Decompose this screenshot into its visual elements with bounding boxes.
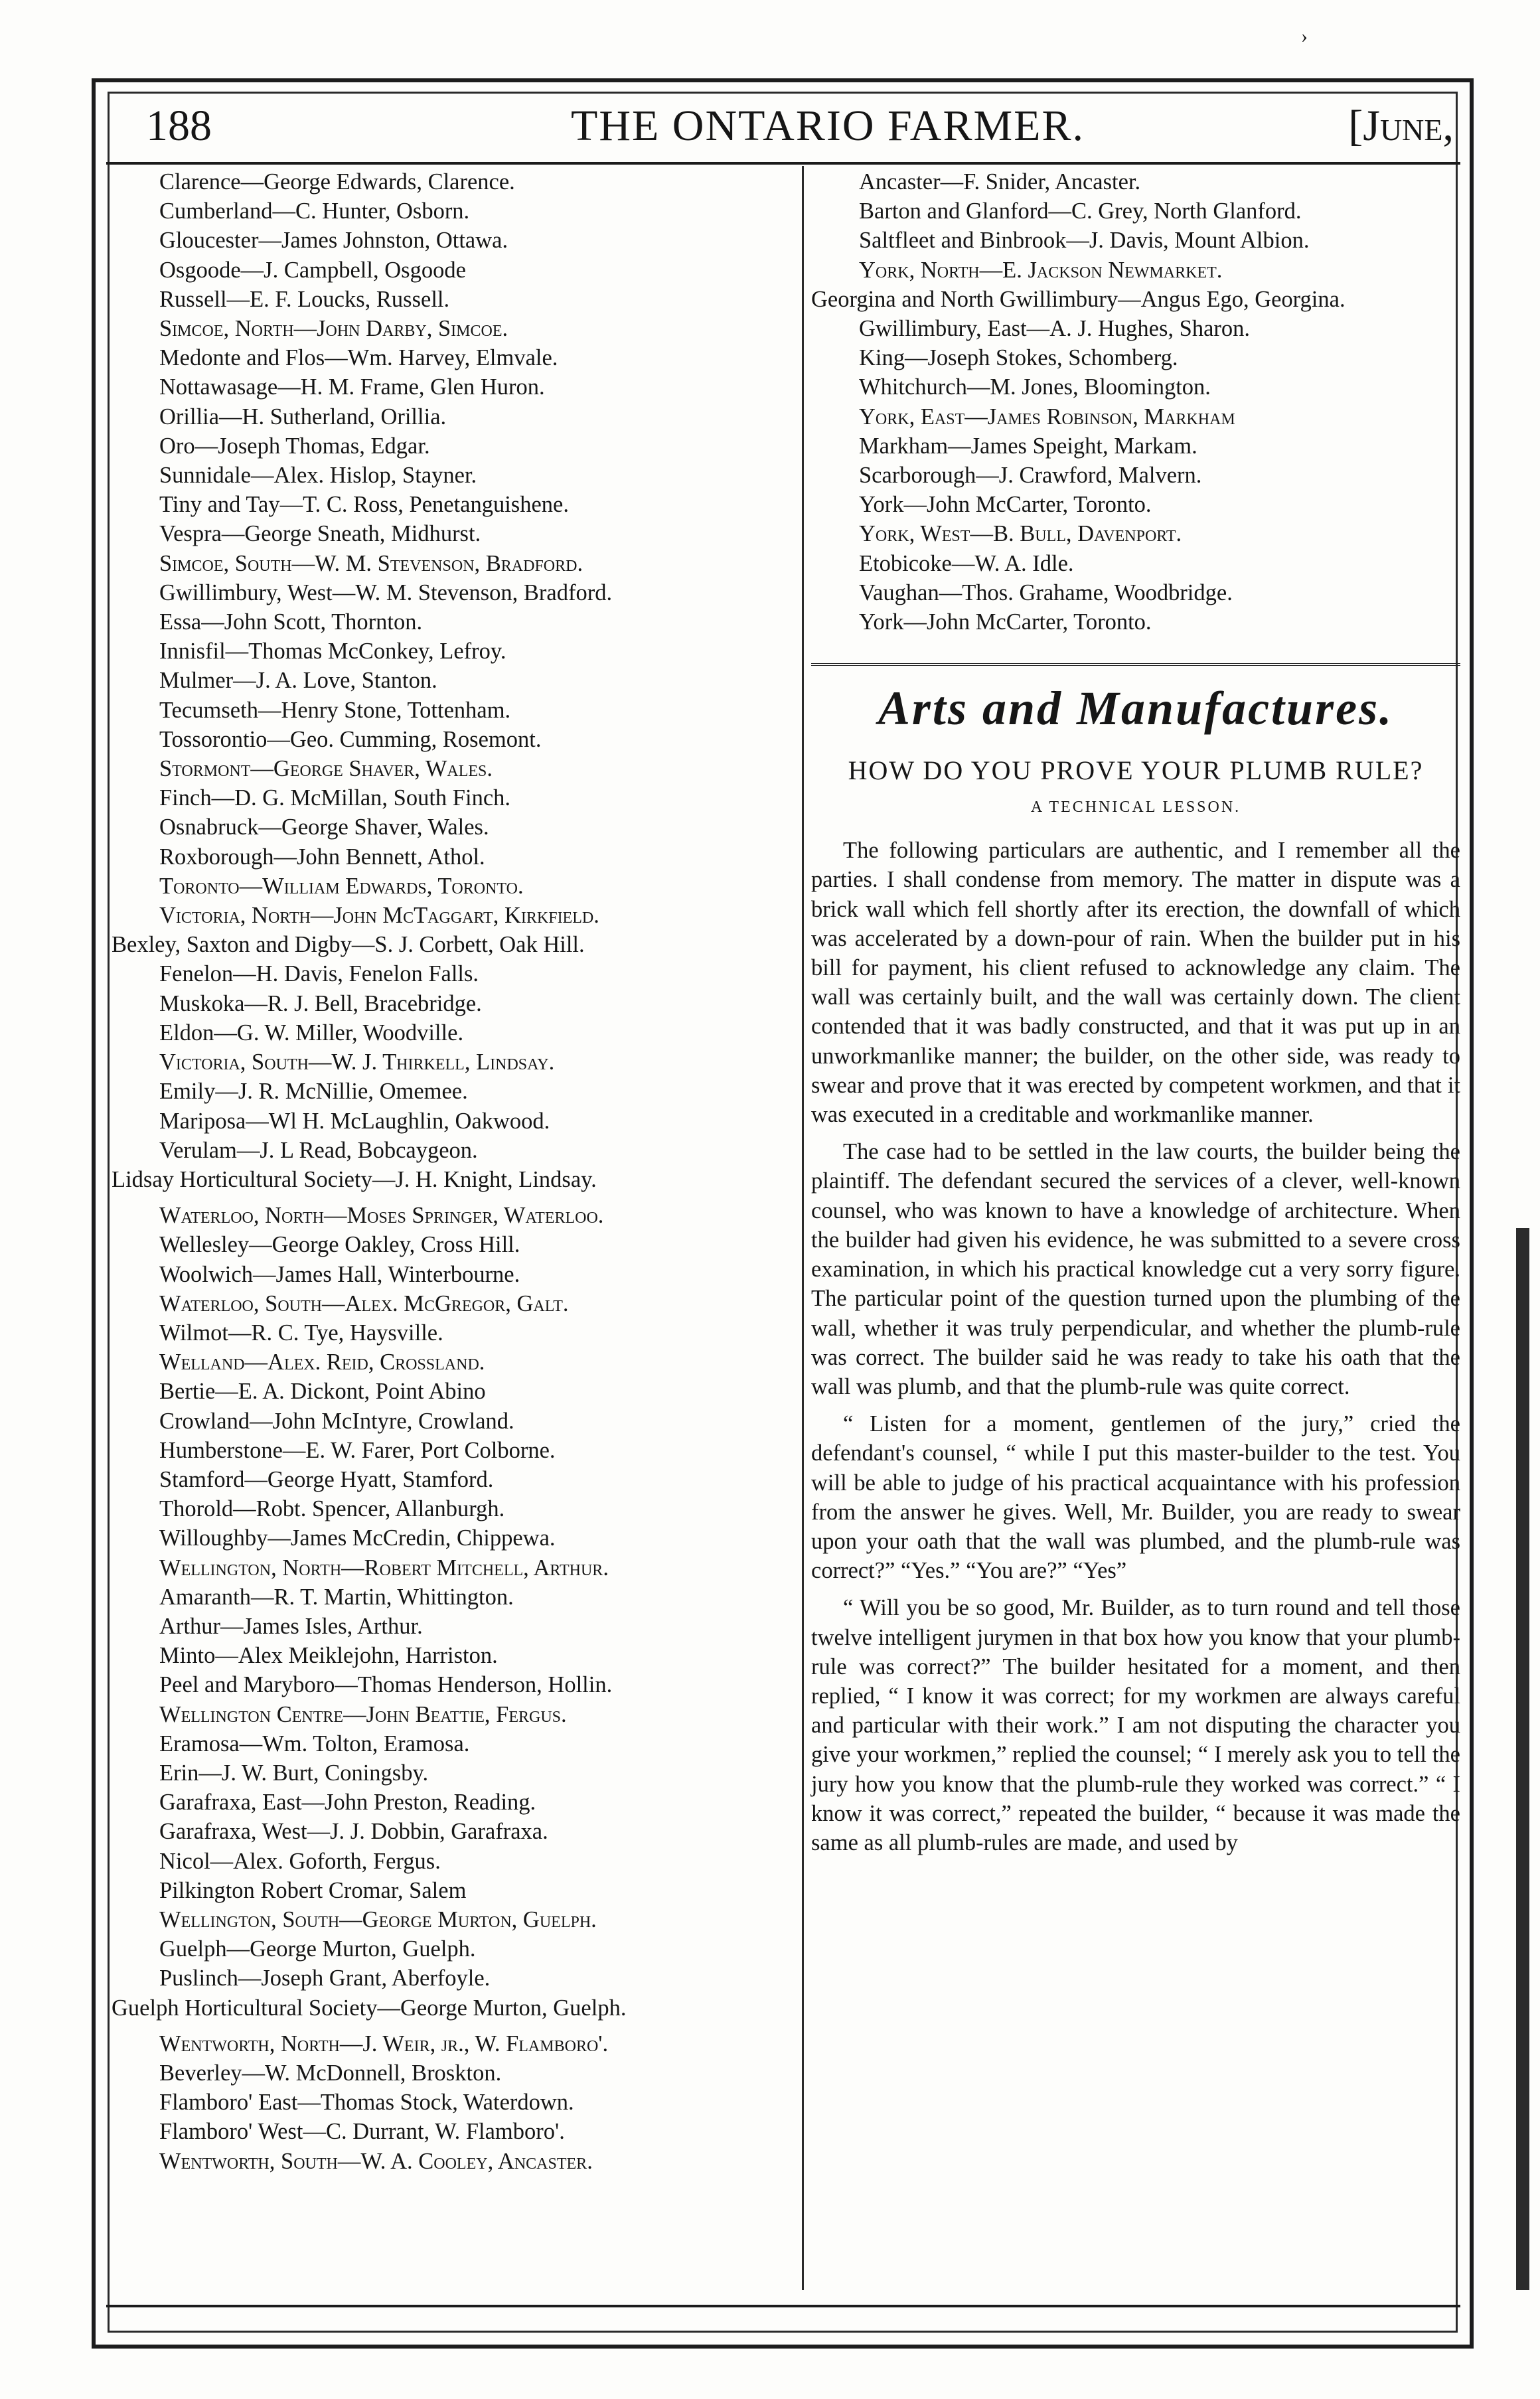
directory-entry: Verulam—J. L Read, Bobcaygeon. bbox=[159, 1137, 478, 1163]
directory-entry: Finch—D. G. McMillan, South Finch. bbox=[159, 785, 511, 811]
section-rule bbox=[811, 663, 1460, 666]
directory-entry: Georgina and North Gwillimbury—Angus Ego, Georgina. bbox=[811, 286, 1346, 312]
directory-entry: Gwillimbury, East—A. J. Hughes, Sharon. bbox=[859, 316, 1251, 342]
directory-entry: Lidsay Horticultural Society—J. H. Knight, Lindsay. bbox=[112, 1166, 597, 1192]
directory-entry: Stormont—George Shaver, Wales. bbox=[159, 756, 493, 782]
directory-entry: Crowland—John McIntyre, Crowland. bbox=[159, 1408, 514, 1434]
directory-entry: Arthur—James Isles, Arthur. bbox=[159, 1613, 423, 1639]
directory-entry: Eldon—G. W. Miller, Woodville. bbox=[159, 1020, 464, 1045]
directory-entry: Nottawasage—H. M. Frame, Glen Huron. bbox=[159, 374, 545, 400]
directory-entry: Mulmer—J. A. Love, Stanton. bbox=[159, 668, 437, 694]
article-paragraph: The following particulars are authentic, and I remember all the parties. I shall condense from memory. The matter in dispute was a brick wall which fell shortly after its erection, the downfall of which was accelerated by a down-pour of rain. When the builder put in his bill for payment, his client refused to acknowledge any claim. The wall was certainly built, and the wall was certainly down. The client contended that it was badly constructed, and that it was put up in an unworkmanlike manner; the builder, on the other side, was ready to swear and prove that it was erected by competent workmen, and that it was executed in a creditable and workmanlike manner. bbox=[811, 838, 1460, 1128]
right-column bbox=[811, 167, 1460, 1865]
directory-entry: Fenelon—H. Davis, Fenelon Falls. bbox=[159, 961, 479, 987]
bottom-rule bbox=[106, 2305, 1460, 2307]
directory-entry: Garafraxa, East—John Preston, Reading. bbox=[159, 1790, 536, 1816]
directory-entry: King—Joseph Stokes, Schomberg. bbox=[859, 345, 1178, 371]
directory-entry: Peel and Maryboro—Thomas Henderson, Hollin. bbox=[159, 1672, 613, 1698]
directory-entry: Humberstone—E. W. Farer, Port Colborne. bbox=[159, 1437, 556, 1463]
directory-entry: Saltfleet and Binbrook—J. Davis, Mount Albion. bbox=[859, 228, 1310, 254]
directory-entry: Victoria, North—John McTaggart, Kirkfield. bbox=[159, 903, 599, 929]
directory-entry: Mariposa—Wl H. McLaughlin, Oakwood. bbox=[159, 1108, 550, 1134]
directory-entry: Clarence—George Edwards, Clarence. bbox=[159, 169, 515, 194]
directory-entry: Welland—Alex. Reid, Crossland. bbox=[159, 1350, 485, 1375]
directory-entry: Simcoe, North—John Darby, Simcoe. bbox=[159, 316, 508, 342]
directory-entry: Tecumseth—Henry Stone, Tottenham. bbox=[159, 697, 511, 723]
directory-entry: York—John McCarter, Toronto. bbox=[859, 492, 1152, 518]
directory-entry: York—John McCarter, Toronto. bbox=[859, 609, 1152, 635]
directory-entry: Simcoe, South—W. M. Stevenson, Bradford. bbox=[159, 550, 583, 576]
directory-entry: Erin—J. W. Burt, Coningsby. bbox=[159, 1760, 429, 1786]
binding-edge bbox=[1516, 1228, 1529, 2290]
directory-entry: Pilkington Robert Cromar, Salem bbox=[159, 1877, 467, 1903]
directory-entry: Orillia—H. Sutherland, Orillia. bbox=[159, 404, 447, 429]
directory-entry: Tiny and Tay—T. C. Ross, Penetanguishene. bbox=[159, 492, 569, 518]
column-rule bbox=[802, 166, 804, 2290]
directory-entry: Roxborough—John Bennett, Athol. bbox=[159, 844, 485, 870]
directory-entry: Cumberland—C. Hunter, Osborn. bbox=[159, 198, 470, 224]
directory-entry: Beverley—W. McDonnell, Broskton. bbox=[159, 2060, 502, 2086]
section-heading: Arts and Manufactures. bbox=[878, 682, 1394, 735]
directory-entry: Waterloo, North—Moses Springer, Waterloo. bbox=[159, 1203, 604, 1229]
article-subtitle: A TECHNICAL LESSON. bbox=[1030, 799, 1241, 816]
directory-entry: Emily—J. R. McNillie, Omemee. bbox=[159, 1079, 468, 1105]
directory-entry: Wellington Centre—John Beattie, Fergus. bbox=[159, 1701, 567, 1727]
corner-mark: › bbox=[1301, 25, 1308, 47]
directory-entry: Muskoka—R. J. Bell, Bracebridge. bbox=[159, 990, 482, 1016]
directory-entry: Wentworth, South—W. A. Cooley, Ancaster. bbox=[159, 2148, 593, 2174]
directory-entry: Minto—Alex Meiklejohn, Harriston. bbox=[159, 1643, 498, 1669]
directory-entry: Guelph—George Murton, Guelph. bbox=[159, 1936, 476, 1962]
directory-entry: Wellington, South—George Murton, Guelph. bbox=[159, 1906, 597, 1932]
directory-entry: Etobicoke—W. A. Idle. bbox=[859, 550, 1074, 576]
directory-entry: York, West—B. Bull, Davenport. bbox=[859, 521, 1182, 547]
directory-entry: Waterloo, South—Alex. McGregor, Galt. bbox=[159, 1290, 569, 1316]
directory-entry: Vespra—George Sneath, Midhurst. bbox=[159, 521, 481, 547]
directory-entry: Wilmot—R. C. Tye, Haysville. bbox=[159, 1320, 443, 1346]
directory-entry: Innisfil—Thomas McConkey, Lefroy. bbox=[159, 639, 506, 664]
directory-entry: Russell—E. F. Loucks, Russell. bbox=[159, 286, 450, 312]
directory-entry: Thorold—Robt. Spencer, Allanburgh. bbox=[159, 1496, 505, 1522]
directory-entry: Osgoode—J. Campbell, Osgoode bbox=[159, 257, 466, 283]
directory-entry: Woolwich—James Hall, Winterbourne. bbox=[159, 1261, 520, 1287]
directory-entry: Nicol—Alex. Goforth, Fergus. bbox=[159, 1848, 441, 1874]
directory-entry: Wellington, North—Robert Mitchell, Arthur. bbox=[159, 1555, 609, 1581]
left-column-directory bbox=[112, 167, 795, 2176]
directory-entry: Osnabruck—George Shaver, Wales. bbox=[159, 814, 489, 840]
page-number: 188 bbox=[146, 102, 212, 150]
directory-entry: Barton and Glanford—C. Grey, North Glanford. bbox=[859, 198, 1302, 224]
directory-entry: Stamford—George Hyatt, Stamford. bbox=[159, 1466, 494, 1492]
directory-entry: Amaranth—R. T. Martin, Whittington. bbox=[159, 1584, 514, 1610]
directory-entry: Flamboro' East—Thomas Stock, Waterdown. bbox=[159, 2090, 574, 2116]
directory-entry: Bexley, Saxton and Digby—S. J. Corbett, Oak Hill. bbox=[112, 932, 585, 958]
directory-entry: Garafraxa, West—J. J. Dobbin, Garafraxa. bbox=[159, 1819, 548, 1845]
directory-entry: Scarborough—J. Crawford, Malvern. bbox=[859, 463, 1202, 489]
article-paragraph: The case had to be settled in the law courts, the builder being the plaintiff. The defendant secured the services of a clever, well-known counsel, who was known to have a knowledge of architecture. When the builder had given his evidence, he was submitted to a severe cross examination, in which his practical knowledge cut a very sorry figure. The particular point of the question turned upon the plumbing of the wall, whether it was truly perpendicular, and whether the plumb-rule was correct. The builder said he was ready to take his oath that the wall was plumb, and that the plumb-rule was quite correct. bbox=[811, 1139, 1460, 1399]
page-header bbox=[139, 93, 1460, 159]
directory-entry: Wentworth, North—J. Weir, jr., W. Flamboro'. bbox=[159, 2031, 609, 2056]
directory-entry: York, East—James Robinson, Markham bbox=[859, 404, 1235, 429]
article-paragraph: “ Will you be so good, Mr. Builder, as to turn round and tell those twelve intelligent jurymen in that box how you know that your plumb-rule was correct?” The builder hesitated for a moment, and then replied, “ I know it was correct; for my workmen are always careful and particular with their work.” I am not disputing the character you give your workmen,” replied the counsel; “ I merely ask you to tell the jury how you know that the plumb-rule they worked was correct.” “ I know it was correct,” repeated the builder, “ because it was made the same as all plumb-rules are made, and used by bbox=[811, 1595, 1460, 1855]
right-column-directory bbox=[811, 167, 1460, 637]
journal-title: THE ONTARIO FARMER. bbox=[571, 102, 1085, 150]
directory-entry: Victoria, South—W. J. Thirkell, Lindsay. bbox=[159, 1049, 555, 1075]
directory-entry: Oro—Joseph Thomas, Edgar. bbox=[159, 433, 430, 459]
directory-entry: Ancaster—F. Snider, Ancaster. bbox=[859, 169, 1141, 194]
directory-entry: Medonte and Flos—Wm. Harvey, Elmvale. bbox=[159, 345, 558, 371]
issue-month: [June, bbox=[1348, 102, 1454, 150]
directory-entry: Toronto—William Edwards, Toronto. bbox=[159, 873, 524, 899]
directory-entry: Guelph Horticultural Society—George Murton, Guelph. bbox=[112, 1995, 627, 2021]
directory-entry: Gloucester—James Johnston, Ottawa. bbox=[159, 228, 508, 254]
header-rule bbox=[106, 162, 1460, 165]
directory-entry: Whitchurch—M. Jones, Bloomington. bbox=[859, 374, 1211, 400]
article-paragraph: “ Listen for a moment, gentlemen of the jury,” cried the defendant's counsel, “ while I put this master-builder to the test. You will be able to judge of his practical acquaintance with his profession from the answer he gives. Well, Mr. Builder, you are ready to swear upon your oath that the wall was plumbed, and the plumb-rule was correct?” “Yes.” “You are?” “Yes” bbox=[811, 1411, 1460, 1584]
article-title: HOW DO YOU PROVE YOUR PLUMB RULE? bbox=[848, 755, 1424, 786]
directory-entry: Markham—James Speight, Markam. bbox=[859, 433, 1197, 459]
directory-entry: Willoughby—James McCredin, Chippewa. bbox=[159, 1525, 556, 1551]
directory-entry: Sunnidale—Alex. Hislop, Stayner. bbox=[159, 463, 477, 489]
directory-entry: Wellesley—George Oakley, Cross Hill. bbox=[159, 1232, 520, 1258]
directory-entry: York, North—E. Jackson Newmarket. bbox=[859, 257, 1223, 283]
directory-entry: Tossorontio—Geo. Cumming, Rosemont. bbox=[159, 726, 542, 752]
directory-entry: Flamboro' West—C. Durrant, W. Flamboro'. bbox=[159, 2119, 565, 2145]
directory-entry: Gwillimbury, West—W. M. Stevenson, Bradford. bbox=[159, 580, 613, 605]
directory-entry: Essa—John Scott, Thornton. bbox=[159, 609, 423, 635]
directory-entry: Bertie—E. A. Dickont, Point Abino bbox=[159, 1379, 486, 1405]
directory-entry: Vaughan—Thos. Grahame, Woodbridge. bbox=[859, 580, 1233, 605]
directory-entry: Puslinch—Joseph Grant, Aberfoyle. bbox=[159, 1966, 491, 1991]
directory-entry: Eramosa—Wm. Tolton, Eramosa. bbox=[159, 1731, 470, 1756]
